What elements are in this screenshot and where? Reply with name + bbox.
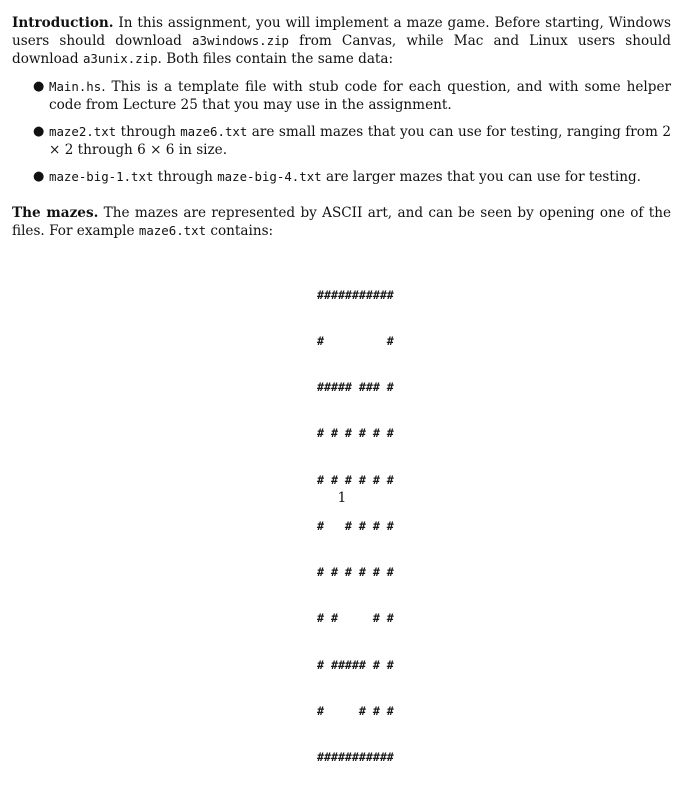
main-hs-filename: Main.hs <box>49 79 102 94</box>
maze-line: # # # # <box>317 703 394 718</box>
mazes-text-2: contains: <box>206 223 274 239</box>
maze-line: # # <box>317 334 394 349</box>
maze-line: # # # # # # <box>317 472 394 487</box>
maze-ascii-art <box>317 257 671 796</box>
windows-zip-filename: a3windows.zip <box>192 33 290 48</box>
list-item-main-hs <box>12 78 671 114</box>
page-number: 1 <box>337 490 347 506</box>
small-mazes-text-b: are small mazes that you can use for testing, ranging from 2 × 2 through 6 × 6 in size. <box>49 124 671 158</box>
list-item-small-mazes <box>12 123 671 159</box>
maze-line: # # # # <box>317 611 394 626</box>
maze-line: # # # # # # <box>317 565 394 580</box>
maze-big-1-filename: maze-big-1.txt <box>49 169 154 184</box>
bullet-icon: ● <box>33 79 45 94</box>
intro-text-1: In this assignment, you will implement a maze game. Before starting, Windows users should download <box>12 15 671 49</box>
list-item-big-mazes <box>12 168 671 186</box>
big-mazes-text-b: are larger mazes that you can use for testing. <box>321 169 641 185</box>
maze6-example-filename: maze6.txt <box>138 223 207 238</box>
maze-line: ########### <box>317 750 394 764</box>
main-hs-description: . This is a template file with stub code for each question, and with some helper code from Lecture 25 that you may use in the assignment. <box>49 79 671 113</box>
introduction-paragraph <box>12 14 671 68</box>
file-list <box>12 78 671 186</box>
maze-line: ##### ### # <box>317 380 394 395</box>
maze2-filename: maze2.txt <box>49 124 117 139</box>
maze-line: # ##### # # <box>317 657 394 672</box>
document-page <box>12 14 671 796</box>
bullet-icon: ● <box>33 124 45 139</box>
maze-line: # # # # # # <box>317 426 394 441</box>
small-mazes-text-a: through <box>116 124 181 140</box>
maze-line: # # # # # <box>317 518 394 533</box>
mazes-heading: The mazes. <box>12 205 99 221</box>
intro-text-2: from Canvas, while Mac and Linux users should download <box>12 33 671 67</box>
maze-big-4-filename: maze-big-4.txt <box>217 169 322 184</box>
mazes-text-1: The mazes are represented by ASCII art, and can be seen by opening one of the files. For example <box>12 205 672 239</box>
big-mazes-text-a: through <box>153 169 218 185</box>
unix-zip-filename: a3unix.zip <box>82 51 158 66</box>
maze6-filename: maze6.txt <box>180 124 248 139</box>
introduction-heading: Introduction. <box>12 15 114 31</box>
intro-text-3: . Both files contain the same data: <box>157 51 394 67</box>
mazes-paragraph <box>12 204 671 240</box>
bullet-icon: ● <box>33 169 45 184</box>
maze-line: ########### <box>317 287 394 302</box>
